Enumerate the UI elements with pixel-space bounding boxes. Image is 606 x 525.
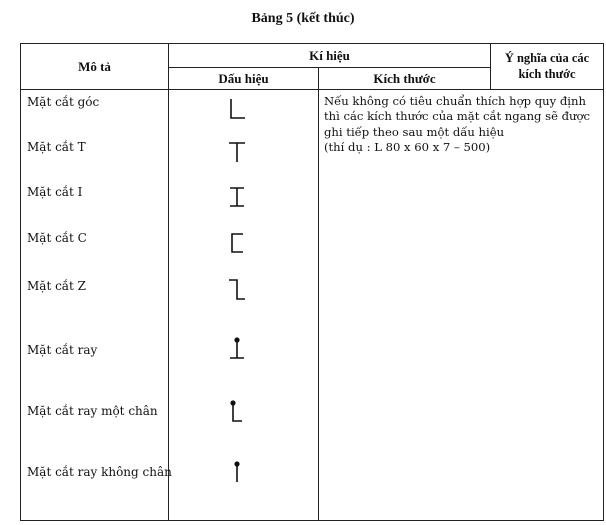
dimension-note-cell (319, 90, 604, 521)
note-line-4: (thí dụ : L 80 x 60 x 7 – 500) (324, 139, 491, 154)
rail-section-icon (225, 336, 249, 362)
i-section-icon (225, 184, 249, 210)
one-foot-rail-section-icon (225, 399, 249, 425)
footless-rail-section-icon (225, 460, 249, 486)
row-label-i: Mặt cắt I (27, 185, 83, 199)
t-section-icon (225, 139, 249, 165)
header-meaning-line1: Ý nghĩa của các (504, 50, 590, 65)
header-meaning-line2: kích thước (518, 66, 576, 81)
dimension-note (319, 90, 603, 155)
header-dimension: Kích thước (319, 68, 491, 90)
description-column (21, 90, 172, 521)
header-sign: Dấu hiệu (169, 68, 319, 90)
header-meaning (491, 44, 604, 90)
row-label-c: Mặt cắt C (27, 231, 87, 245)
sign-column (169, 90, 319, 521)
note-line-3: ghi tiếp theo sau một dấu hiệu (324, 124, 505, 139)
row-label-rail: Mặt cắt ray (27, 343, 98, 357)
z-section-icon (225, 276, 249, 302)
table-caption: Bảng 5 (kết thúc) (251, 11, 355, 26)
row-label-t: Mặt cắt T (27, 140, 86, 154)
header-symbol: Kí hiệu (169, 44, 491, 68)
profile-symbol-table (20, 43, 604, 521)
c-section-icon (225, 230, 249, 256)
row-label-z: Mặt cắt Z (27, 279, 86, 293)
row-label-angle: Mặt cắt góc (27, 95, 100, 109)
row-label-rail-one-foot: Mặt cắt ray một chân (27, 404, 158, 418)
note-line-2: thì các kích thước của mặt cắt ngang sẽ được (324, 109, 591, 124)
row-label-rail-no-foot: Mặt cắt ray không chân (27, 465, 172, 479)
header-description: Mô tả (21, 44, 169, 90)
angle-section-icon (225, 96, 249, 122)
note-line-1: Nếu không có tiêu chuẩn thích hợp quy định (324, 94, 586, 108)
